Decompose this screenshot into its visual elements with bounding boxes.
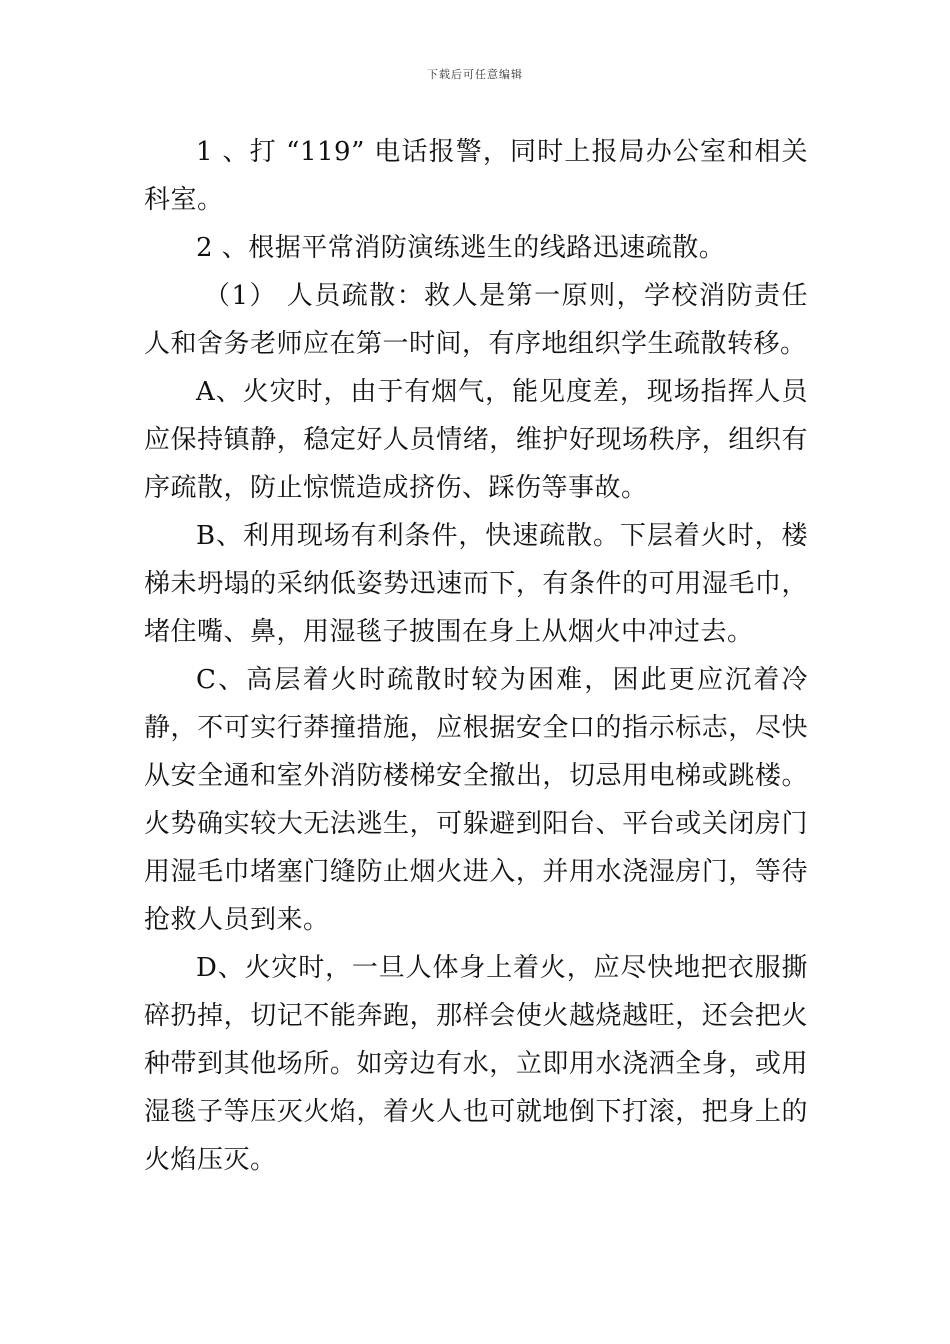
- paragraph-personnel-evacuation: （1） 人员疏散：救人是第一原则，学校消防责任人和舍务老师应在第一时间，有序地组织学生疏散转移。: [144, 281, 808, 359]
- document-body: [144, 128, 808, 1184]
- paragraph-item-b: B、利用现场有利条件，快速疏散。下层着火时，楼梯未坍塌的采纳低姿势迅速而下，有条件的可用湿毛巾，堵住嘴、鼻，用湿毯子披围在身上从烟火中冲过去。: [144, 521, 808, 647]
- paragraph-item-d: D、火灾时，一旦人体身上着火，应尽快地把衣服撕碎扔掉，切记不能奔跑，那样会使火越烧越旺，还会把火种带到其他场所。如旁边有水，立即用水浇洒全身，或用湿毯子等压灭火焰，着火人也可就地倒下打滚，把身上的火焰压灭。: [144, 953, 808, 1175]
- paragraph-step-1: 1 、打 “119” 电话报警，同时上报局办公室和相关科室。: [144, 137, 808, 215]
- paragraph-step-2: 2 、根据平常消防演练逃生的线路迅速疏散。: [196, 233, 726, 263]
- paragraph-item-c: C、高层着火时疏散时较为困难，困此更应沉着冷静，不可实行莽撞措施，应根据安全口的指示标志，尽快从安全通和室外消防楼梯安全撤出，切忌用电梯或跳楼。火势确实较大无法逃生，可躲避到阳台、平台或关闭房门用湿毛巾堵塞门缝防止烟火进入，并用水浇湿房门，等待抢救人员到来。: [144, 665, 808, 935]
- header-note: 下载后可任意编辑: [427, 68, 523, 81]
- paragraph-item-a: A、火灾时，由于有烟气，能见度差，现场指挥人员应保持镇静，稳定好人员情绪，维护好现场秩序，组织有序疏散，防止惊慌造成挤伤、踩伤等事故。: [144, 377, 808, 503]
